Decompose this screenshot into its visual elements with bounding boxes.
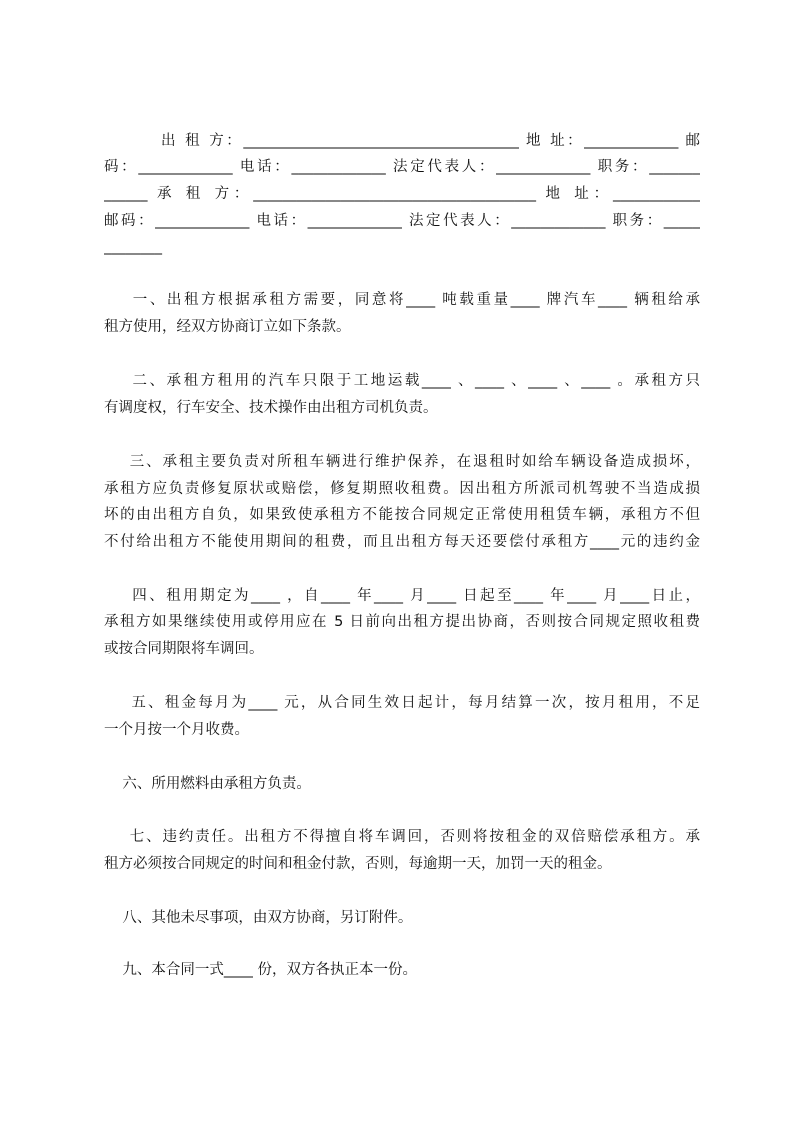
clause-line: 一、出租方根据承租方需要，同意将____ 吨载重量____ 牌汽车____ 辆租给承 — [104, 292, 700, 308]
header-line-4: 邮码：_____________ 电话：_____________ 法定代表人：_____________ 职务：_____ — [104, 213, 700, 229]
clause-line: 一个月按一个月收费。 — [104, 722, 249, 738]
clause-line: 租方使用，经双方协商订立如下条款。 — [104, 319, 351, 335]
header-line-3: ______ 承 租 方：_______________________________________ 地 址：____________ — [104, 186, 700, 202]
clause-line: 五、租金每月为____ 元，从合同生效日起计，每月结算一次，按月租用，不足 — [104, 695, 700, 711]
header-line-5: ________ — [104, 239, 162, 255]
header-line-1: 出 租 方：______________________________________ 地 址：_____________ 邮 — [104, 133, 700, 149]
clause-line: 坏的由出租方自负，如果致使承租方不能按合同规定正常使用租赁车辆，承租方不但 — [104, 507, 700, 523]
clause-line: 七、违约责任。出租方不得擅自将车调回，否则将按租金的双倍赔偿承租方。承 — [104, 829, 700, 845]
clause-line: 或按合同期限将车调回。 — [104, 641, 264, 657]
clause-line: 承租方如果继续使用或停用应在 5 日前向出租方提出协商，否则按合同规定照收租费 — [104, 614, 700, 630]
clause-line: 有调度权，行车安全、技术操作由出租方司机负责。 — [104, 400, 438, 416]
clause-line: 四、租用期定为____ ，自____ 年____ 月____ 日起至____ 年____ 月____日止， — [104, 588, 700, 604]
clause-line: 八、其他未尽事项，由双方协商，另订附件。 — [104, 910, 413, 926]
clause-line: 租方必须按合同规定的时间和租金付款，否则，每逾期一天，加罚一天的租金。 — [104, 856, 612, 872]
clause-line: 九、本合同一式____ 份，双方各执正本一份。 — [104, 962, 418, 978]
clause-line: 六、所用燃料由承租方负责。 — [104, 776, 311, 792]
clause-line: 三、承租主要负责对所租车辆进行维护保养，在退租时如给车辆设备造成损坏， — [104, 454, 700, 470]
clause-line: 二、承租方租用的汽车只限于工地运载____ 、____ 、____ 、____ 。承租方只 — [104, 373, 700, 389]
clause-line: 不付给出租方不能使用期间的租费，而且出租方每天还要偿付承租方____元的违约金 — [104, 534, 700, 550]
clause-line: 承租方应负责修复原状或赔偿，修复期照收租费。因出租方所派司机驾驶不当造成损 — [104, 481, 700, 497]
header-line-2: 码：_____________ 电话：_____________ 法定代表人：_____________ 职务：_______ — [104, 159, 700, 175]
